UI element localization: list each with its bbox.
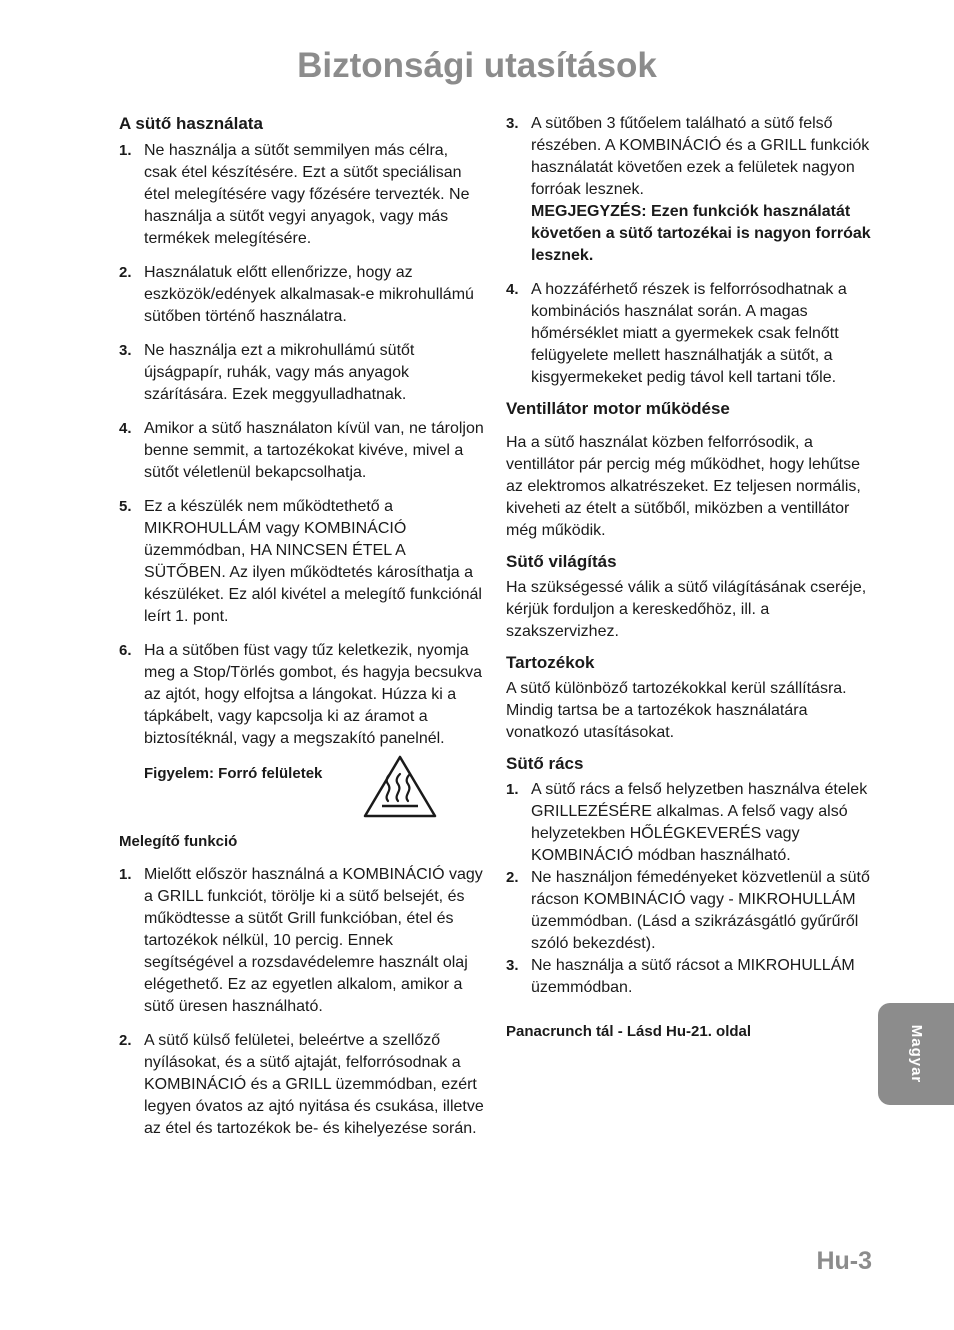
list-item: 6. Ha a sütőben füst vagy tűz keletkezik, nyomja meg a Stop/Törlés gombot, és hagyja becsukva az ajtót, hogy elfojtsa a lángokat. Húzza ki a tápkábelt, vagy kapcsolja ki az áramot a biztosítéknál, vagy a megszakító panelnél. <box>119 642 482 747</box>
page-title: Biztonsági utasítások <box>297 46 657 85</box>
list-item: 2. Használatuk előtt ellenőrizze, hogy az eszközök/edények alkalmasak-e mikrohullámú sütőben történő használatra. <box>119 264 474 325</box>
section-heading-accessories: Tartozékok <box>506 653 595 672</box>
hot-surface-icon <box>361 753 439 821</box>
language-tab-label: Magyar <box>908 1024 925 1084</box>
list-item: 3. Ne használja ezt a mikrohullámú sütőt újságpapír, ruhák, vagy más anyagok szárítására. Ezek meggyulladhatnak. <box>119 342 415 403</box>
warning-label: Figyelem: Forró felületek <box>144 765 323 782</box>
list-item: 2. A sütő külső felületei, beleértve a szellőző nyílásokat, és a sütő ajtaját, felforrósodnak a KOMBINÁCIÓ és a GRILL üzemmódban, ezért legyen óvatos az ajtó nyitása és csukása, illetve az étel és tartozékok be- és kihelyezése során. <box>119 1032 484 1137</box>
list-item: 3. A sütőben 3 fűtőelem található a sütő felső részében. A KOMBINÁCIÓ és a GRILL funkciók használatát követően ezek a felületek nagyon forróak lesznek. MEGJEGYZÉS: Ezen funkciók használatát követően a sütő tartozékai is nagyon forróak lesznek. <box>506 115 871 264</box>
fan-paragraph: Ha a sütő használat közben felforrósodik, a ventillátor pár percig még működhet, hogy lehűtse az elektromos alkatrészeket. Ez teljesen normális, kiveheti az ételt a sütőből, miközben a ventillátor még működik. <box>506 434 861 539</box>
list-item: 4. A hozzáférhető részek is felforrósodhatnak a kombinációs használat során. A magas hőmérséklet miatt a gyermekek csak felnőtt felügyelete mellett használhatják a sütőt, a kisgyermekeket pedig távol kell tartani tőle. <box>506 281 847 386</box>
panacrunch-reference: Panacrunch tál - Lásd Hu-21. oldal <box>506 1023 752 1040</box>
light-paragraph: Ha szükségessé válik a sütő világításának cseréje, kérjük forduljon a kereskedőhöz, ill. a szakszervizhez. <box>506 579 867 640</box>
right-column <box>506 113 872 1042</box>
list-item: 1. Ne használja a sütőt semmilyen más célra, csak étel készítésére. Ezt a sütőt speciálisan étel melegítésére vagy főzésére tervezték. Ne használja a sütőt vegyi anyagok, vagy más termékek melegítésére. <box>119 142 470 247</box>
hot-surface-warning <box>119 753 484 821</box>
section-heading-fan: Ventillátor motor működése <box>506 399 730 418</box>
list-item: 4. Amikor a sütő használaton kívül van, ne tároljon benne semmit, a tartozékokat kivéve, mivel a sütőt véletlenül bekapcsolhatja. <box>119 420 484 481</box>
left-column <box>119 113 484 1140</box>
page-number: Hu-3 <box>816 1247 872 1275</box>
list-item: 5. Ez a készülék nem működtethető a MIKROHULLÁM vagy KOMBINÁCIÓ üzemmódban, HA NINCSEN ÉTEL A SÜTŐBEN. Az ilyen működtetés károsíthatja a készüléket. Ez alól kivétel a melegítő funkciónál leírt 1. pont. <box>119 498 482 625</box>
heating-list <box>119 864 484 1140</box>
section-heading-rack: Sütő rács <box>506 754 584 773</box>
rack-list <box>506 779 872 999</box>
list-item: 1. A sütő rács a felső helyzetben használva ételek GRILLEZÉSÉRE alkalmas. A felső vagy alsó helyzetekben HŐLÉGKEVERÉS vagy KOMBINÁCIÓ módban használható. <box>506 781 868 864</box>
accessories-paragraph: A sütő különböző tartozékokkal kerül szállításra. Mindig tartsa be a tartozékok használatára vonatkozó utasításokat. <box>506 680 847 741</box>
section-heading-oven-use: A sütő használata <box>119 114 263 133</box>
list-item: 1. Mielőtt először használná a KOMBINÁCIÓ vagy a GRILL funkciót, törölje ki a sütő belsejét, és működtesse a sütőt Grill funkcióban, étel és tartozékok nélkül, 10 percig. Ennek segítségével a rozsdavédelemre használt olaj elégethető. Ez az egyetlen alkalom, amikor a sütő üresen használható. <box>119 866 483 1015</box>
section-heading-heating: Melegítő funkció <box>119 833 238 850</box>
list-item: 2. Ne használjon fémedényeket közvetlenül a sütő rácson KOMBINÁCIÓ vagy - MIKROHULLÁM üzemmódban. (Lásd a szikrázásgátló gyűrűről szóló bekezdést). <box>506 869 870 952</box>
list-item: 3. Ne használja a sütő rácsot a MIKROHULLÁM üzemmódban. <box>506 957 855 996</box>
oven-use-list-continued <box>506 113 872 389</box>
section-heading-light: Sütő világítás <box>506 552 617 571</box>
language-tab <box>878 1003 954 1105</box>
note-text: MEGJEGYZÉS: Ezen funkciók használatát követően a sütő tartozékai is nagyon forróak lesznek. <box>531 203 871 264</box>
oven-use-list <box>119 140 484 750</box>
